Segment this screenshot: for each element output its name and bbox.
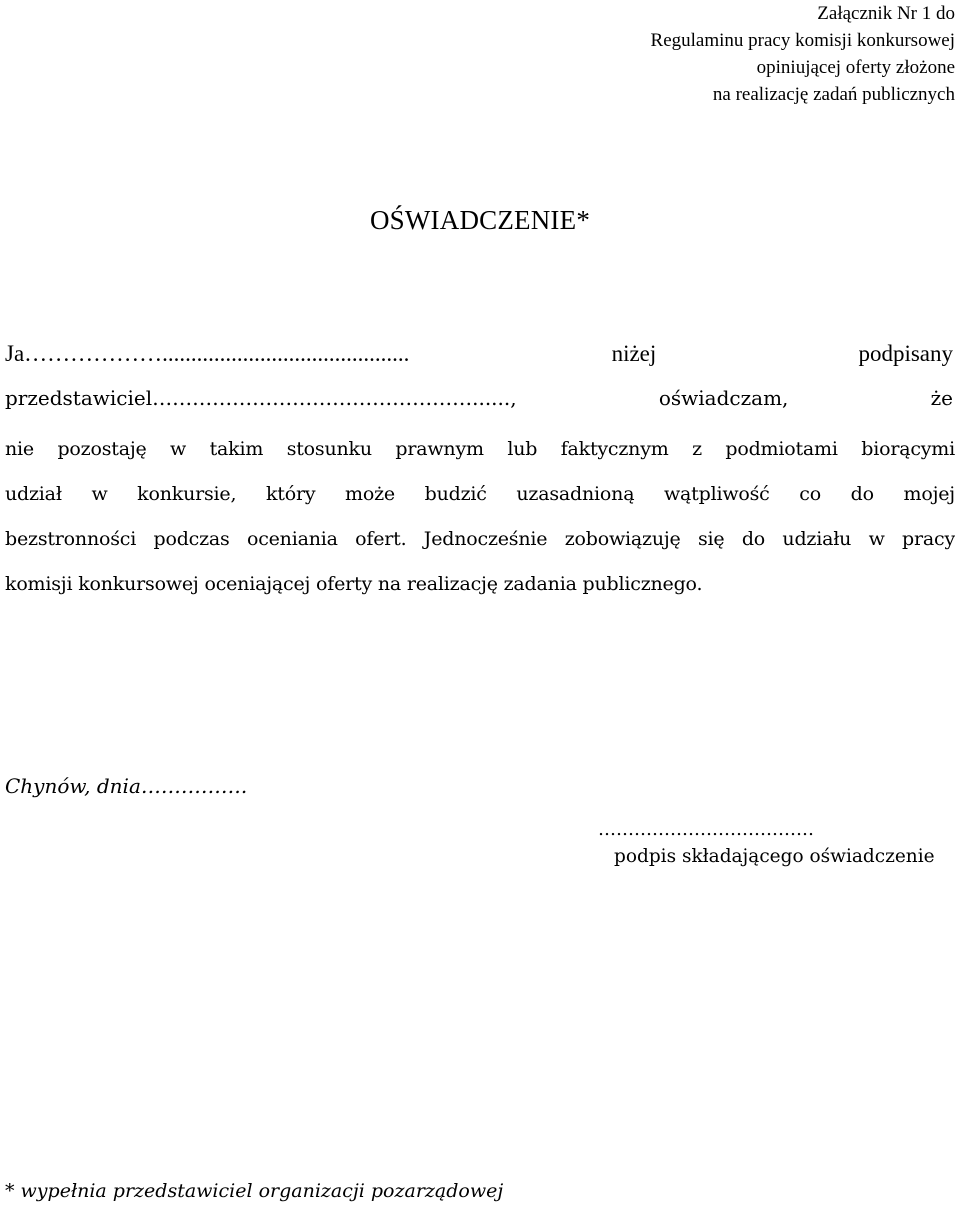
declarant-name-blank: Ja………………........................................... (5, 341, 410, 366)
annex-header (651, 0, 955, 108)
declaration-line-1 (5, 339, 953, 369)
signature-line: ……………………………… (598, 819, 814, 840)
paragraph-line: nie pozostaję w takim stosunku prawnym lub faktycznym z podmiotami biorącymi (5, 438, 955, 460)
document-title: OŚWIADCZENIE* (369, 205, 591, 235)
paragraph-line: bezstronności podczas oceniania ofert. Jednocześnie zobowiązuję się do udziału w pracy (5, 528, 955, 550)
paragraph-line: udział w konkursie, który może budzić uzasadnioną wątpliwość co do mojej (5, 483, 955, 505)
signature-block (598, 818, 935, 870)
declaration-word: podpisany (858, 341, 953, 366)
paragraph-line: komisji konkursowej oceniającej oferty na realizację zadania publicznego. (5, 573, 703, 595)
declaration-word: niżej (611, 341, 657, 366)
footnote: * wypełnia przedstawiciel organizacji pozarządowej (5, 1180, 504, 1202)
declaration-word: oświadczam, (658, 386, 789, 410)
signature-caption: podpis składającego oświadczenie (614, 846, 935, 867)
annex-line: opiniującej oferty złożone (756, 57, 955, 78)
annex-line: Załącznik Nr 1 do (817, 3, 955, 24)
declaration-paragraph (5, 427, 955, 607)
annex-line: Regulaminu pracy komisji konkursowej (650, 30, 955, 51)
organization-blank: przedstawiciel…………………………………………......, (5, 386, 517, 410)
declaration-word: że (930, 386, 953, 410)
annex-line: na realizację zadań publicznych (712, 84, 955, 105)
place-and-date: Chynów, dnia……………. (5, 774, 248, 798)
declaration-line-2 (5, 383, 953, 413)
